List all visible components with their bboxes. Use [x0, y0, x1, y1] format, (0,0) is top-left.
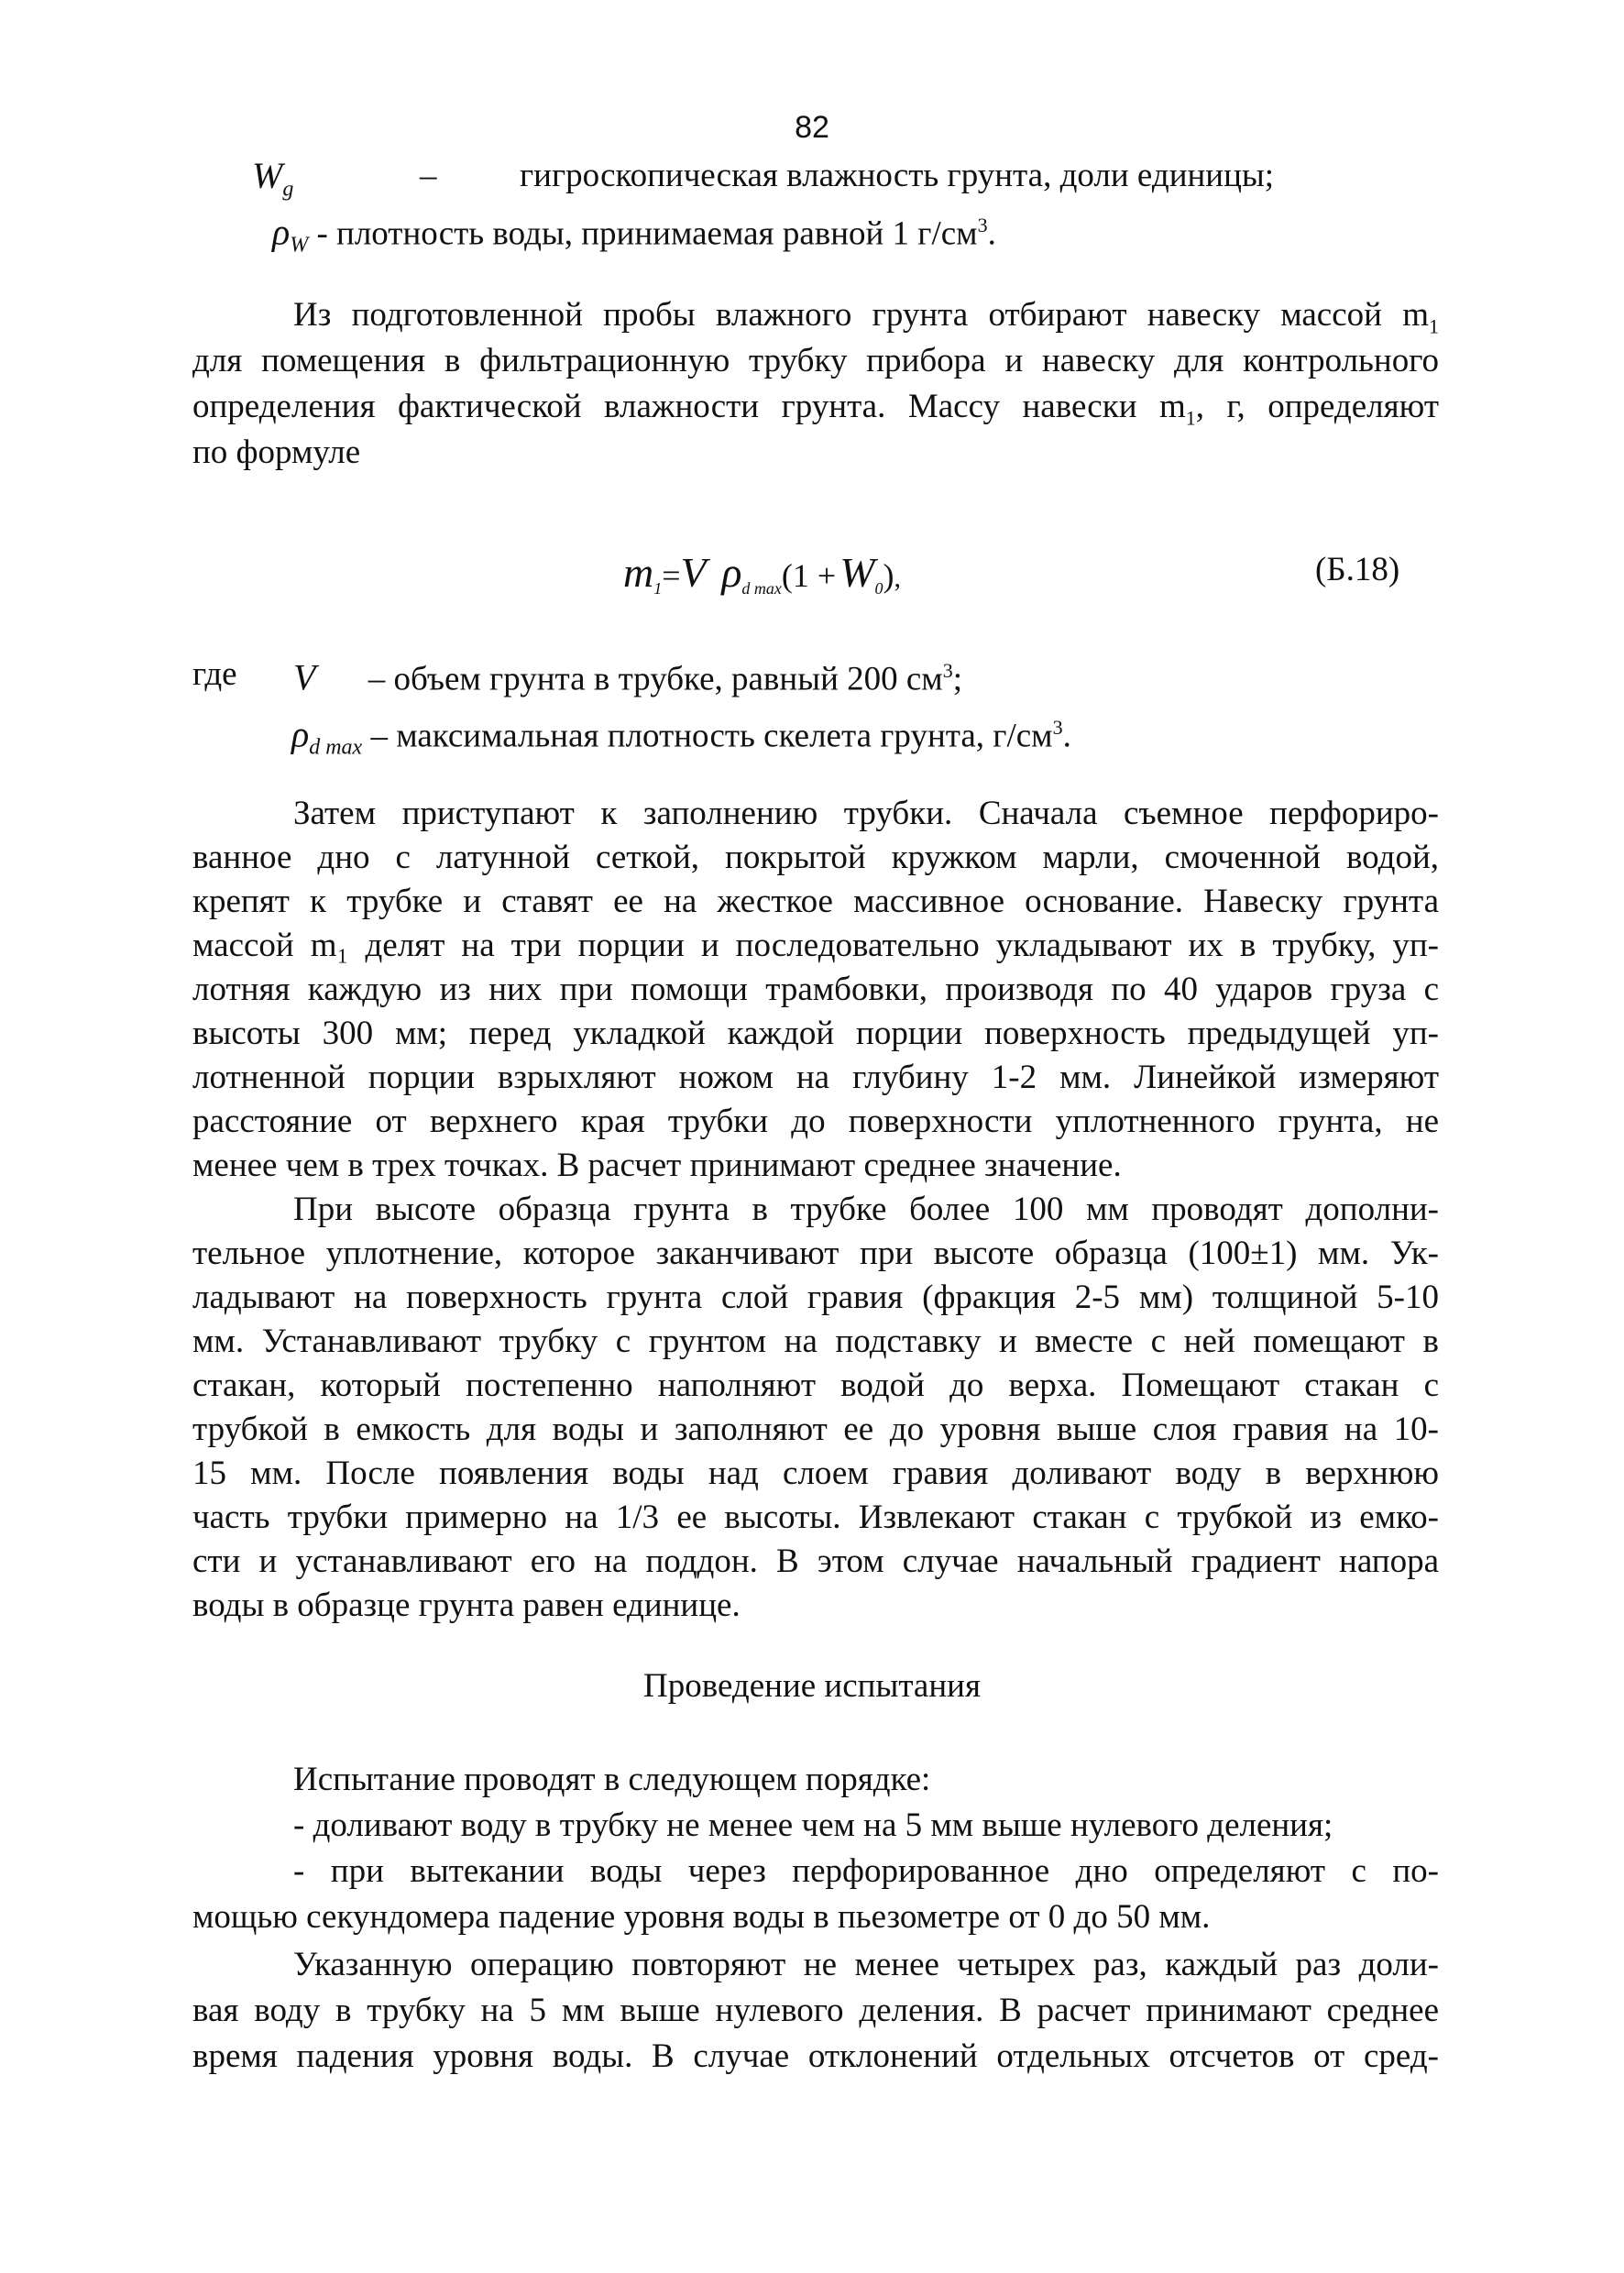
- paragraph5-line3: время падения уровня воды. В случае отклонений отдельных отсчетов от сред-: [192, 2037, 1439, 2075]
- text: Из подготовленной пробы влажного грунта отбирают навеску массой m: [293, 296, 1429, 334]
- equation-number: (Б.18): [1315, 551, 1400, 588]
- paragraph2-line2: ванное дно с латунной сеткой, покрытой кружком марли, смоченной водой,: [192, 839, 1439, 876]
- subscript: 1: [1429, 314, 1439, 338]
- paragraph2-line6: высоты 300 мм; перед укладкой каждой порции поверхность предыдущей уп-: [192, 1015, 1439, 1052]
- page-number: 82: [795, 110, 829, 145]
- paragraph4-line1: Испытание проводят в следующем порядке:: [293, 1761, 931, 1798]
- definition-text: максимальная плотность скелета грунта, г/см: [396, 717, 1053, 755]
- paragraph1-line3: [192, 385, 1439, 440]
- paragraph2-line7: лотненной порции взрыхляют ножом на глубину 1-2 мм. Линейкой измеряют: [192, 1059, 1439, 1096]
- formula-close: ): [883, 557, 894, 594]
- formula-m: m: [623, 549, 654, 596]
- formula-equals: =: [662, 557, 681, 594]
- paragraph3-line3: ладывают на поверхность грунта слой гравия (фракция 2-5 мм) толщиной 5-10: [192, 1279, 1439, 1316]
- paragraph3-line7: 15 мм. После появления воды над слоем гравия доливают воду в верхнюю: [192, 1455, 1439, 1492]
- paragraph3-line9: сти и устанавливают его на поддон. В этом случае начальный градиент напора: [192, 1543, 1439, 1580]
- paragraph4-line2: - доливают воду в трубку не менее чем на 5 мм выше нулевого деления;: [293, 1806, 1333, 1844]
- symbol-v: V: [293, 656, 316, 698]
- paragraph3-line8: часть трубки примерно на 1/3 ее высоты. Извлекают стакан с трубкой из емко-: [192, 1499, 1439, 1536]
- section-heading: Проведение испытания: [643, 1667, 981, 1705]
- paragraph2-line3: крепят к трубке и ставят ее на жесткое массивное основание. Навеску грунта: [192, 883, 1439, 920]
- definition-dash: –: [370, 717, 388, 755]
- paragraph4-line4: мощью секундомера падение уровня воды в пьезометре от 0 до 50 мм.: [192, 1898, 1211, 1936]
- subscript-w: W: [290, 233, 309, 258]
- symbol-w: W: [252, 155, 283, 196]
- paragraph1-line2: для помещения в фильтрационную трубку прибора и навеску для контрольного: [192, 342, 1439, 379]
- subscript-g: g: [282, 177, 294, 202]
- paragraph3-line6: трубкой в емкость для воды и заполняют ее до уровня выше слоя гравия на 10-: [192, 1411, 1439, 1448]
- definition-dash: –: [420, 157, 437, 194]
- text: , г, определяют: [1195, 388, 1439, 425]
- definition-text: гигроскопическая влажность грунта, доли единицы;: [520, 157, 1275, 194]
- paragraph3-line1: При высоте образца грунта в трубке более 100 мм проводят дополни-: [293, 1191, 1439, 1228]
- superscript: 3: [1052, 716, 1063, 739]
- paragraph2-line5: лотняя каждую из них при помощи трамбовки, производя по 40 ударов груза с: [192, 971, 1439, 1008]
- paragraph3-line5: стакан, который постепенно наполняют водой до верха. Помещают стакан с: [192, 1367, 1439, 1404]
- where-label: где: [192, 655, 237, 693]
- paragraph3-line10: воды в образце грунта равен единице.: [192, 1587, 741, 1624]
- definition-dash: -: [316, 214, 328, 253]
- paragraph4-line3: - при вытекании воды через перфорированное дно определяют с по-: [293, 1852, 1439, 1890]
- paragraph3-line4: мм. Устанавливают трубку с грунтом на подставку и вместе с ней помещают в: [192, 1323, 1439, 1360]
- punctuation: ;: [952, 660, 962, 698]
- superscript: 3: [942, 659, 953, 682]
- paragraph5-line2: вая воду в трубку на 5 мм выше нулевого деления. В расчет принимают среднее: [192, 1992, 1439, 2029]
- punctuation: .: [987, 214, 996, 253]
- definition-text: объем грунта в трубке, равный 200 см: [393, 660, 943, 698]
- subscript: 1: [1185, 406, 1196, 430]
- formula-b18: [623, 548, 901, 598]
- formula-comma: ,: [894, 563, 902, 593]
- formula-m-sub: 1: [653, 579, 663, 598]
- paragraph2-line9: менее чем в трех точках. В расчет принимают среднее значение.: [192, 1147, 1122, 1184]
- text: определения фактической влажности грунта. Массу навески m: [192, 388, 1186, 425]
- where-item-v: [293, 649, 962, 701]
- symbol-rho: ρ: [272, 211, 291, 253]
- formula-w: W: [839, 549, 875, 596]
- definition-rho-w: [272, 203, 996, 268]
- subscript-dmax: d max: [309, 735, 363, 760]
- formula-rho-sub: d max: [741, 579, 782, 598]
- definition-text: плотность воды, принимаемая равной 1 г/см: [336, 214, 978, 253]
- where-item-rho: [291, 706, 1071, 770]
- punctuation: .: [1062, 717, 1071, 755]
- paragraph2-line8: расстояние от верхнего края трубки до поверхности уплотненного грунта, не: [192, 1103, 1439, 1140]
- paragraph5-line1: Указанную операцию повторяют не менее четырех раз, каждый раз доли-: [293, 1946, 1439, 1983]
- paragraph2-line4: массой m₁ делят на три порции и последовательно укладывают их в трубку, уп-: [192, 927, 1439, 964]
- definition-dash: –: [368, 660, 386, 698]
- formula-open: (1 +: [781, 557, 837, 594]
- symbol-rho: ρ: [291, 713, 310, 755]
- formula-w-sub: 0: [874, 579, 883, 598]
- paragraph3-line2: тельное уплотнение, которое заканчивают при высоте образца (100±1) мм. Ук-: [192, 1235, 1439, 1272]
- formula-rho: ρ: [721, 549, 742, 596]
- paragraph2-line1: Затем приступают к заполнению трубки. Сначала съемное перфориро-: [293, 795, 1439, 832]
- superscript: 3: [977, 214, 988, 236]
- formula-v: V: [680, 549, 706, 596]
- paragraph1-line4: по формуле: [192, 434, 361, 471]
